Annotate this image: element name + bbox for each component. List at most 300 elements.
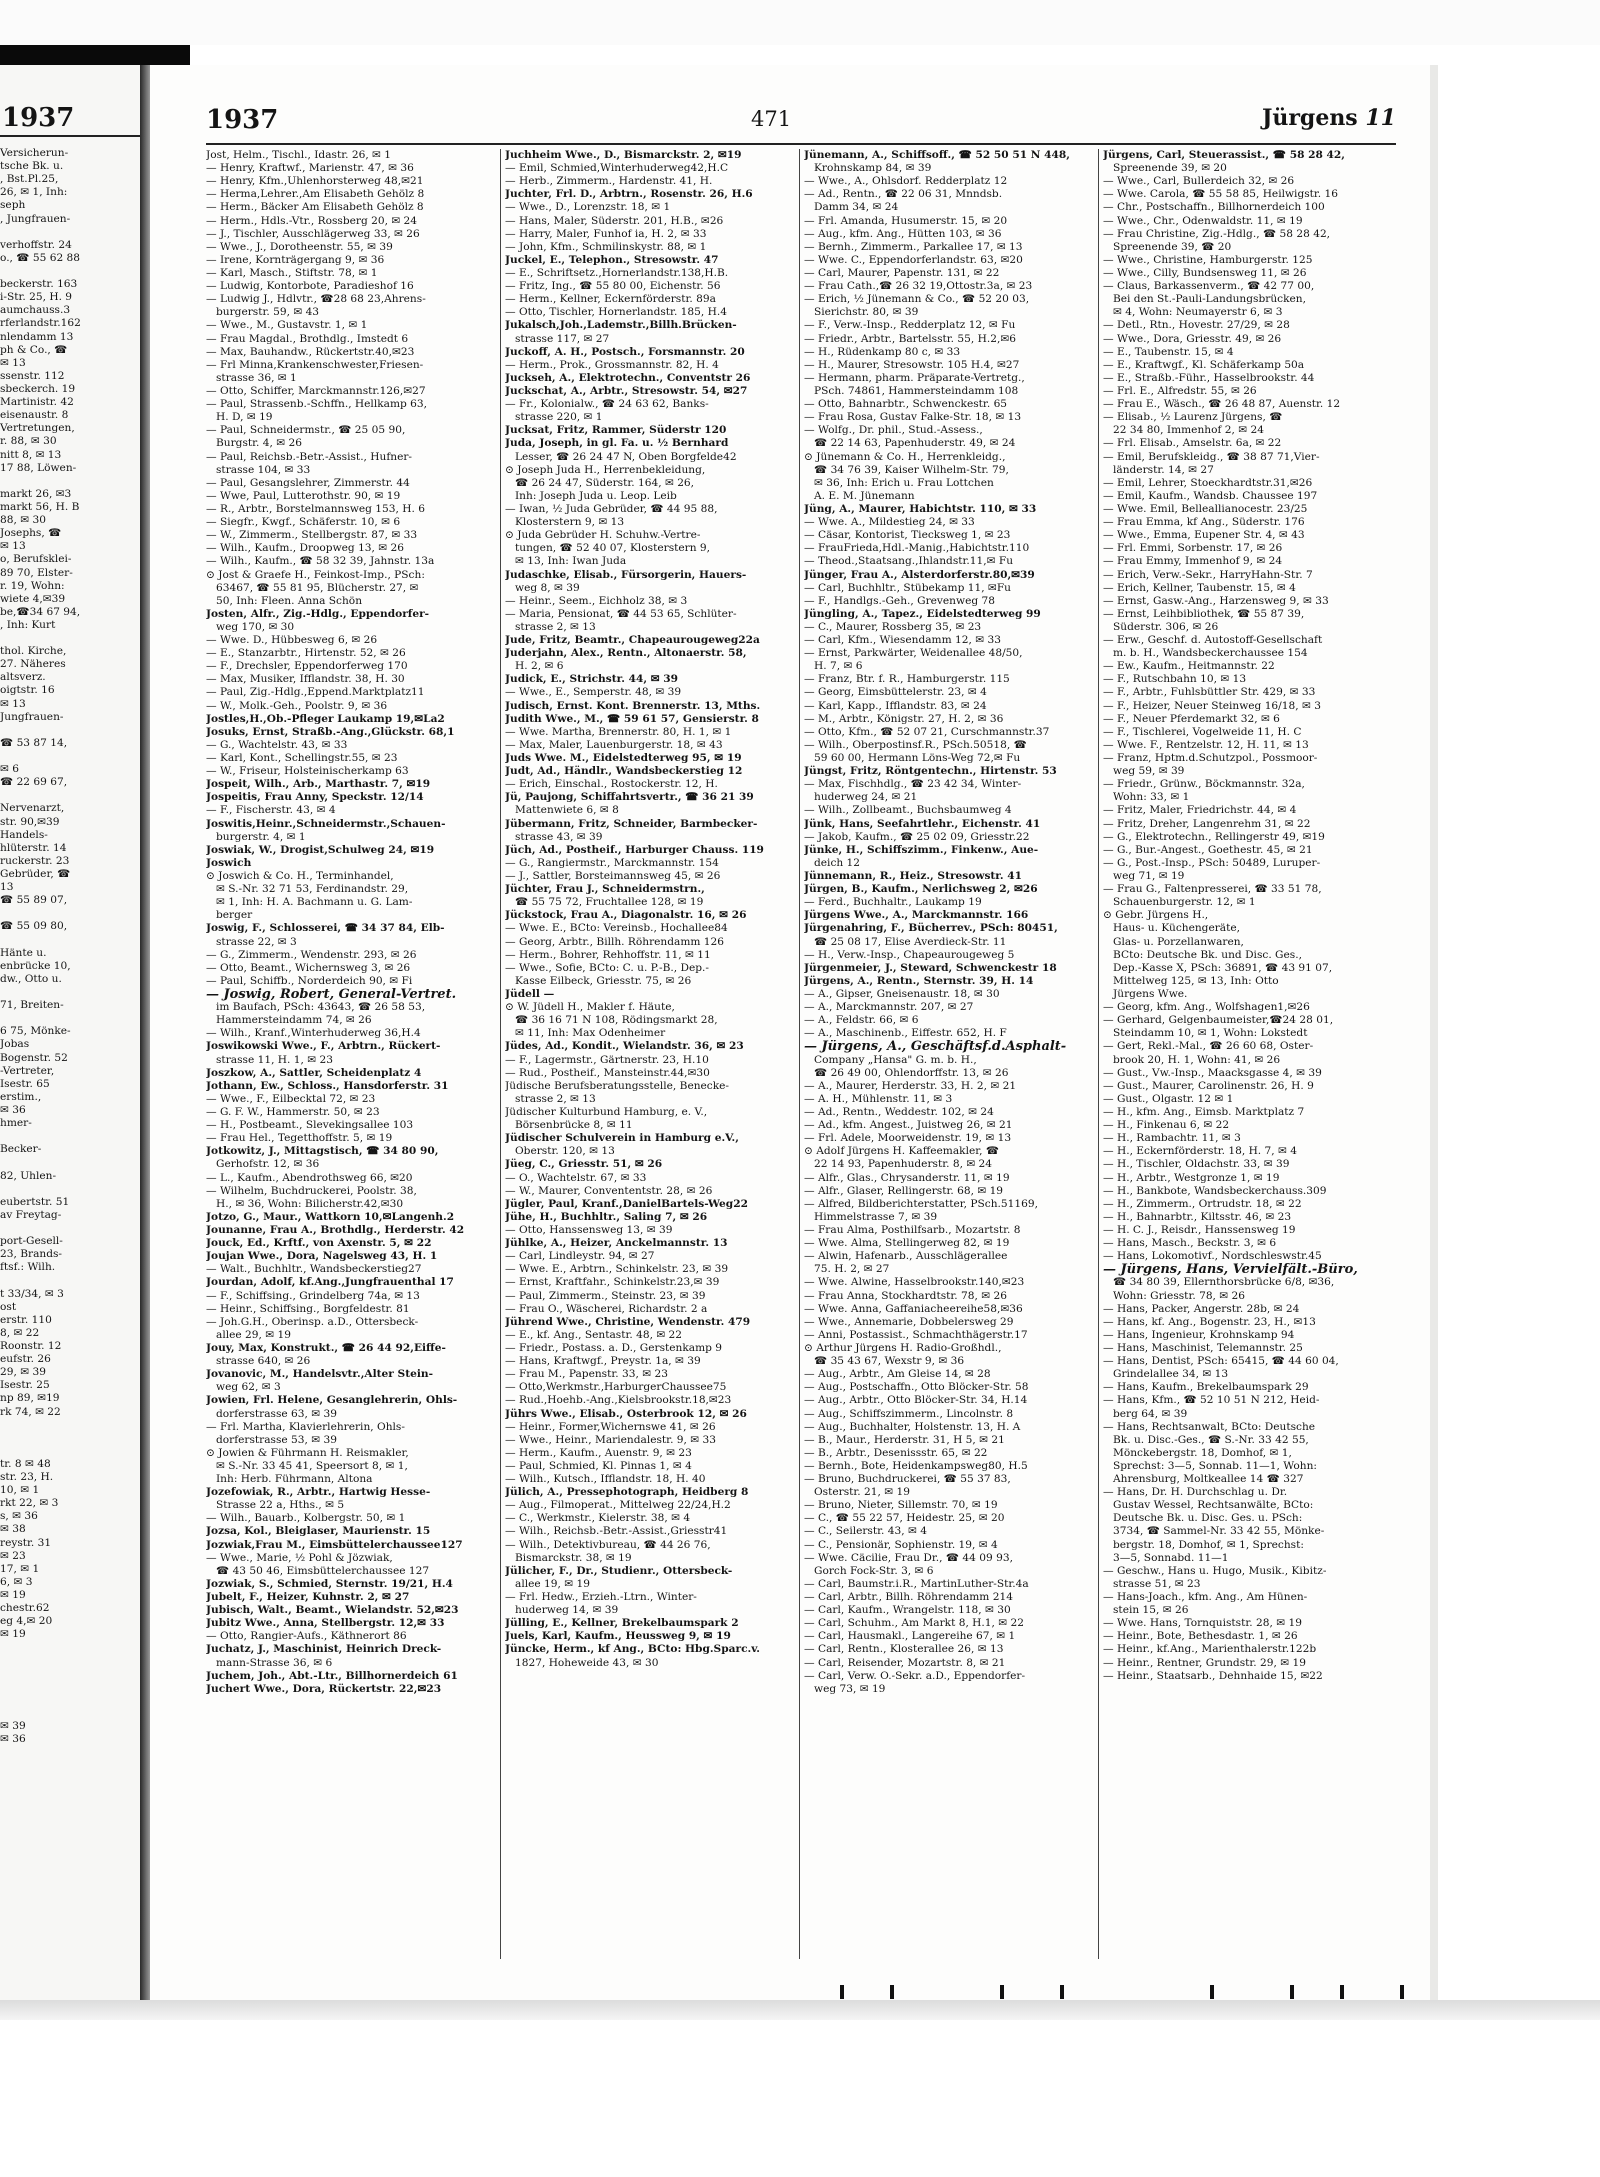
left-page-line: eubertstr. 51 <box>0 1195 70 1208</box>
directory-entry-line: ⊙ Jost & Graefe H., Feinkost-Imp., PSch: <box>206 568 425 581</box>
directory-entry-line: Sierichstr. 80, ✉ 39 <box>814 306 919 319</box>
directory-entry-line: — H., Finkenau 6, ✉ 22 <box>1103 1119 1230 1132</box>
directory-entry-line: Jowien, Frl. Helene, Gesanglehrerin, Ohls- <box>206 1394 458 1407</box>
directory-entry-line: Jourdan, Adolf, kf.Ang.,Jungfrauenthal 17 <box>206 1276 454 1289</box>
directory-entry-line: Jünnemann, R., Heiz., Stresowstr. 41 <box>804 870 1023 883</box>
directory-entry-line: — F., Fischerstr. 43, ✉ 4 <box>206 804 336 817</box>
directory-entry-line: — Wwe., Sofie, BCto: C. u. P.-B., Dep.- <box>505 961 709 974</box>
directory-entry-line: — Emil, Kaufm., Wandsb. Chaussee 197 <box>1103 489 1318 502</box>
directory-entry-line: strasse 51, ✉ 23 <box>1113 1577 1201 1590</box>
directory-entry-line: strasse 2, ✉ 13 <box>515 620 596 633</box>
directory-entry-line: — Iwan, ½ Juda Gebrüder, ☎ 44 95 88, <box>505 502 718 515</box>
directory-entry-line: allee 29, ✉ 19 <box>216 1328 291 1341</box>
directory-entry-line: — Wwe., Marie, ½ Pohl & Jözwiak, <box>206 1551 393 1564</box>
directory-entry-line: — H., Verw.-Insp., Chapeaurougeweg 5 <box>804 948 1015 961</box>
directory-entry-line: Gustav Wessel, Rechtsanwälte, BCto: <box>1113 1499 1314 1512</box>
directory-entry-line: Jubitz Wwe., Anna, Stellbergstr. 12,✉ 33 <box>206 1617 445 1630</box>
directory-entry-line: — Wwe. Emil, Belleallianocestr. 23/25 <box>1103 502 1308 515</box>
directory-entry-line: — B., Arbtr., Desenissstr. 65, ✉ 22 <box>804 1446 988 1459</box>
left-page-line: o., ☎ 55 62 88 <box>0 251 81 264</box>
directory-entry-line: — Heinr., kf.Ang., Marienthalerstr.122b <box>1103 1643 1317 1656</box>
directory-entry-line: — Gust., Maurer, Carolinenstr. 26, H. 9 <box>1103 1079 1314 1092</box>
left-page-line <box>0 1681 136 1694</box>
directory-entry-line: Jühlke, A., Heizer, Anckelmannstr. 13 <box>505 1237 728 1250</box>
directory-entry-line: — Gerhard, Gelgenbaumeister,☎24 28 01, <box>1103 1014 1334 1027</box>
left-page-line: , Inh: Kurt <box>0 618 56 631</box>
directory-entry-line: Jude, Fritz, Beamtr., Chapeaurougeweg22a <box>505 634 760 647</box>
directory-entry-line: H. 7, ✉ 6 <box>814 660 863 673</box>
directory-entry-line: Jüeg, C., Griesstr. 51, ✉ 26 <box>505 1158 663 1171</box>
directory-entry-line: — C., Werkmstr., Kielerstr. 38, ✉ 4 <box>505 1512 691 1525</box>
directory-entry-line: Jucksat, Fritz, Rammer, Süderstr 120 <box>505 424 727 437</box>
left-page-line: sbeckerch. 19 <box>0 382 76 395</box>
left-page-line: ftsf.: Wilh. <box>0 1261 56 1274</box>
directory-entry-line: ⊙ Jowien & Führmann H. Reismakler, <box>206 1446 409 1459</box>
directory-entry-line: — Frau Emma, kf Ang., Süderstr. 176 <box>1103 516 1305 529</box>
directory-entry-line: — Wwe. E., Arbtrn., Schinkelstr. 23, ✉ 39 <box>505 1263 729 1276</box>
directory-entry-line: Jüdell — <box>505 988 555 1000</box>
directory-entry-line: — Maria, Pensionat, ☎ 44 53 65, Schlüter- <box>505 607 737 620</box>
left-page-line: rk 74, ✉ 22 <box>0 1405 61 1418</box>
directory-entry-line: — Detl., Rtn., Hovestr. 27/29, ✉ 28 <box>1103 319 1290 332</box>
left-page-text <box>0 147 136 1746</box>
directory-entry-line: Mittelweg 125, ✉ 13, Inh: Otto <box>1113 974 1279 987</box>
directory-entry-line: Osterstr. 21, ✉ 19 <box>814 1486 910 1499</box>
directory-entry-line: — Hans-Joach., kfm. Ang., Am Hünen- <box>1103 1591 1308 1604</box>
directory-entry-line: — F., Rutschbahn 10, ✉ 13 <box>1103 673 1247 686</box>
directory-entry-line: — Hans, kf. Ang., Bogenstr. 23, H., ✉13 <box>1103 1315 1316 1328</box>
directory-entry-line: — Frau Alma, Posthilfsarb., Mozartstr. 8 <box>804 1223 1021 1236</box>
directory-entry-line: — G. F. W., Hammerstr. 50, ✉ 23 <box>206 1105 380 1118</box>
directory-entry-line: — Friedr., Arbtr., Bartelsstr. 55, H.2,✉6 <box>804 332 1016 345</box>
left-page-line: 23, Brands- <box>0 1248 63 1261</box>
left-page-line <box>0 1183 136 1196</box>
directory-entry-line: Jozwiak,Frau M., Eimsbüttelerchaussee127 <box>206 1538 463 1551</box>
directory-entry-line: Jülling, E., Kellner, Brekelbaumspark 2 <box>505 1617 739 1630</box>
directory-entry-line: Juchheim Wwe., D., Bismarckstr. 2, ✉19 <box>505 149 742 161</box>
directory-entry-line: weg 170, ✉ 30 <box>216 620 295 633</box>
directory-entry-line: — Hans, Kraftwgf., Preystr. 1a, ✉ 39 <box>505 1355 701 1368</box>
directory-entry-line: — J., Tischler, Ausschlägerweg 33, ✉ 26 <box>206 227 420 240</box>
directory-entry-line: Kasse Eilbeck, Griesstr. 75, ✉ 26 <box>515 974 692 987</box>
column-3 <box>804 149 1094 1989</box>
directory-entry-line: — Wwe., A., Ohlsdorf. Redderplatz 12 <box>804 175 1008 188</box>
left-page-line: Versicherun- <box>0 147 69 159</box>
directory-entry-line: dorferstrasse 53, ✉ 39 <box>216 1433 338 1446</box>
left-page-line <box>0 750 136 763</box>
left-page-line: 88, ✉ 30 <box>0 514 46 527</box>
directory-entry-line: — Hans, Lokomotivf., Nordschleswstr.45 <box>1103 1250 1322 1263</box>
directory-entry-line: Jozwiak, S., Schmied, Sternstr. 19/21, H.4 <box>206 1577 453 1590</box>
directory-entry-line: — Otto, Schiffer, Marckmannstr.126,✉27 <box>206 384 426 397</box>
directory-entry-line: — John, Kfm., Schmilinskystr. 88, ✉ 1 <box>505 240 707 253</box>
directory-entry-line: ☎ 55 75 72, Fruchtallee 128, ✉ 19 <box>515 896 704 909</box>
directory-entry-line: — Wilh., Kranf.,Winterhuderweg 36,H.4 <box>206 1027 421 1040</box>
directory-entry-line: 75. H. 2, ✉ 27 <box>814 1263 890 1276</box>
directory-entry-line: Jüch, Ad., Postheif., Harburger Chauss. 119 <box>505 843 764 856</box>
directory-entry-line: Joujan Wwe., Dora, Nagelsweg 43, H. 1 <box>206 1250 438 1263</box>
directory-entry-line: — Herm., Prok., Grossmannstr. 82, H. 4 <box>505 358 719 371</box>
column-2 <box>505 149 795 1989</box>
directory-entry-line: — Frl. Elisab., Amselstr. 6a, ✉ 22 <box>1103 437 1282 450</box>
directory-entry-line: — Claus, Barkassenverm., ☎ 42 77 00, <box>1103 280 1315 293</box>
directory-entry-line: — Wilh., Oberpostinsf.R., PSch.50518, ☎ <box>804 738 1027 751</box>
directory-entry-line: — Wwe. Martha, Brennerstr. 80, H. 1, ✉ 1 <box>505 725 732 738</box>
directory-entry-line: — Bernh., Bote, Heidenkampsweg80, H.5 <box>804 1459 1028 1472</box>
left-page-line: ✉ 36 <box>0 1103 26 1116</box>
left-page-line <box>0 1694 136 1707</box>
directory-entry-line: — Hans, Dentist, PSch: 65415, ☎ 44 60 04, <box>1103 1355 1339 1368</box>
directory-entry-line: Company „Hansa" G. m. b. H., <box>814 1053 977 1066</box>
directory-entry-line: weg 71, ✉ 19 <box>1113 870 1185 883</box>
left-page-line: ☎ 53 87 14, <box>0 736 68 749</box>
directory-entry-line: — Frl. Adele, Moorweidenstr. 19, ✉ 13 <box>804 1132 1012 1145</box>
directory-entry-line: Joszkow, A., Sattler, Scheidenplatz 4 <box>206 1066 422 1079</box>
directory-entry-line: Krohnskamp 84, ✉ 39 <box>814 162 932 175</box>
directory-entry-line: — Paul, Strassenb.-Schffn., Hellkamp 63, <box>206 398 427 411</box>
left-page-line: , Bst.Pl.25, <box>0 173 59 186</box>
left-page-line: 17, ✉ 1 <box>0 1562 40 1575</box>
directory-entry-line: Jostles,H.,Ob.-Pfleger Laukamp 19,✉La2 <box>206 712 445 725</box>
directory-entry-line: ☎ 25 08 17, Elise Averdieck-Str. 11 <box>814 935 1007 948</box>
directory-entry-line: — Carl, Hausmakl., Langereihe 67, ✉ 1 <box>804 1630 1016 1643</box>
directory-entry-line: — F., Arbtr., Fuhlsbüttler Str. 429, ✉ 33 <box>1103 686 1316 699</box>
directory-entry-line: Jouck, Ed., Krftf., von Axenstr. 5, ✉ 22 <box>206 1237 432 1250</box>
directory-entry-line: — Wwe., J., Dorotheenstr. 55, ✉ 39 <box>206 240 393 253</box>
directory-entry-line: Juckschat, A., Arbtr., Stresowstr. 54, ✉27 <box>505 384 748 397</box>
directory-entry-line: — Carl, Schuhm., Am Markt 8, H.1, ✉ 22 <box>804 1617 1024 1630</box>
directory-entry-line: — H., Rambachtr. 11, ✉ 3 <box>1103 1132 1241 1145</box>
directory-entry-line: — Hans, Kfm., ☎ 52 10 51 N 212, Heid- <box>1103 1394 1320 1407</box>
directory-entry-line: Jührs Wwe., Elisab., Osterbrook 12, ✉ 26 <box>505 1407 747 1420</box>
directory-entry-line: — H., Zimmerm., Ortrudstr. 18, ✉ 22 <box>1103 1197 1302 1210</box>
directory-entry-line: Jost, Helm., Tischl., Idastr. 26, ✉ 1 <box>206 149 392 161</box>
directory-entry-line: — B., Maur., Herderstr. 31, H 5, ✉ 21 <box>804 1433 1005 1446</box>
directory-entry-line: — Otto, Tischler, Hornerlandstr. 185, H.4 <box>505 306 727 319</box>
left-page-line <box>0 907 136 920</box>
directory-entry-line: — Frau Magdal., Brothdlg., Imstedt 6 <box>206 332 409 345</box>
directory-entry-line: — Wilhelm, Buchdruckerei, Poolstr. 38, <box>206 1184 417 1197</box>
directory-entry-line: — Wwe. Alma, Stellingerweg 82, ✉ 19 <box>804 1237 1010 1250</box>
directory-entry-line: — Walt., Buchhltr., Wandsbeckerstieg27 <box>206 1263 422 1276</box>
directory-entry-line: — Paul, Schneidermstr., ☎ 25 05 90, <box>206 424 406 437</box>
directory-entry-line: Jovanovic, M., Handelsvtr.,Alter Stein- <box>206 1368 433 1381</box>
directory-entry-line: — G., Zimmerm., Wendenstr. 293, ✉ 26 <box>206 948 417 961</box>
directory-entry-line: — Herm., Bäcker Am Elisabeth Gehölz 8 <box>206 201 424 214</box>
left-page-line: chestr.62 <box>0 1602 50 1615</box>
left-page-line: thol. Kirche, <box>0 645 67 658</box>
left-page-line <box>0 265 136 278</box>
directory-entry-line: — Georg, kfm. Ang., Wolfshagen1,✉26 <box>1103 1001 1310 1014</box>
directory-entry-line: — Frau Cath.,☎ 26 32 19,Ottostr.3a, ✉ 23 <box>804 280 1033 293</box>
directory-entry-line: — Frau Hel., Tegetthoffstr. 5, ✉ 19 <box>206 1132 393 1145</box>
directory-entry-line: — Herm., Kaufm., Auenstr. 9, ✉ 23 <box>505 1446 692 1459</box>
directory-entry-line: Joswig, F., Schlosserei, ☎ 34 37 84, Elb- <box>206 922 445 935</box>
directory-entry-line: Jürgens, Carl, Steuerassist., ☎ 58 28 42, <box>1103 149 1345 161</box>
directory-entry-line: strasse 104, ✉ 33 <box>216 463 311 476</box>
left-page-line: hmer- <box>0 1117 32 1130</box>
left-page-line: np 89, ✉19 <box>0 1392 60 1405</box>
directory-entry-line: ☎ 34 76 39, Kaiser Wilhelm-Str. 79, <box>814 463 1009 476</box>
directory-entry-line: Juderjahn, Alex., Rentn., Altonaerstr. 58, <box>505 647 747 660</box>
left-page-line: ✉ 39 <box>0 1720 26 1733</box>
left-page-line: enbrücke 10, <box>0 959 71 972</box>
left-page-line: beckerstr. 163 <box>0 278 78 291</box>
directory-entry-line: — Gust., Vw.-Insp., Maacksgasse 4, ✉ 39 <box>1103 1066 1322 1079</box>
directory-entry-line: — Wwe., Dora, Griesstr. 49, ✉ 26 <box>1103 332 1282 345</box>
directory-entry-line: Joswitis,Heinr.,Schneidermstr.,Schauen- <box>206 817 446 830</box>
directory-entry-line: — Irene, Kornträgergang 9, ✉ 36 <box>206 253 385 266</box>
directory-entry-line: Jürgens Wwe., A., Marckmannstr. 166 <box>804 909 1029 922</box>
directory-entry-line: — Wilh., Kaufm., ☎ 58 32 39, Jahnstr. 13a <box>206 555 435 568</box>
directory-entry-line: — Carl, Kaufm., Wrangelstr. 118, ✉ 30 <box>804 1604 1011 1617</box>
directory-entry-line: ⊙ Jünemann & Co. H., Herrenkleidg., <box>804 450 1006 463</box>
directory-entry-line: — Jürgens, Hans, Vervielfält.-Büro, <box>1103 1263 1358 1277</box>
left-page-line: s, ✉ 36 <box>0 1510 38 1523</box>
header-rule <box>206 143 1396 145</box>
left-page-line: be,☎34 67 94, <box>0 605 81 618</box>
directory-entry-line: — Frl. Hedw., Erzieh.-Ltrn., Winter- <box>505 1591 697 1604</box>
directory-entry-line: — Wilh., Bauarb., Kolbergstr. 50, ✉ 1 <box>206 1512 406 1525</box>
directory-entry-line: — Theod.,Staatsang.,Ihlandstr.11,✉ Fu <box>804 555 1014 568</box>
directory-entry-line: — Frl Minna,Krankenschwester,Friesen- <box>206 358 424 371</box>
directory-entry-line: stein 15, ✉ 26 <box>1113 1604 1189 1617</box>
directory-entry-line: — C., Seilerstr. 43, ✉ 4 <box>804 1525 927 1538</box>
directory-entry-line: — A., Feldstr. 66, ✉ 6 <box>804 1014 919 1027</box>
left-page-line: 6, ✉ 3 <box>0 1575 33 1588</box>
directory-entry-line: huderweg 24, ✉ 21 <box>814 791 918 804</box>
directory-entry-line: ☎ 22 14 63, Papenhuderstr. 49, ✉ 24 <box>814 437 1016 450</box>
left-page-line: Isestr. 25 <box>0 1379 50 1392</box>
directory-entry-line: 1827, Hoheweide 43, ✉ 30 <box>515 1656 659 1669</box>
left-page-line <box>0 789 136 802</box>
directory-entry-line: — F., Lagermstr., Gärtnerstr. 23, H.10 <box>505 1053 709 1066</box>
directory-entry-line: — Wwe., M., Gustavstr. 1, ✉ 1 <box>206 319 368 332</box>
left-page-line: Martinistr. 42 <box>0 396 74 409</box>
directory-entry-line: berger <box>216 909 253 922</box>
directory-entry-line: weg 59, ✉ 39 <box>1113 765 1185 778</box>
directory-entry-line: — Gert, Rekl.-Mal., ☎ 26 60 68, Oster- <box>1103 1040 1314 1053</box>
directory-entry-line: — Hans, Kaufm., Brekelbaumspark 29 <box>1103 1381 1309 1394</box>
directory-entry-line: — Frl. Martha, Klavierlehrerin, Ohls- <box>206 1420 405 1433</box>
directory-entry-line: — Henry, Kraftwf., Marienstr. 47, ✉ 36 <box>206 162 414 175</box>
directory-entry-line: — Paul, Reichsb.-Betr.-Assist., Hufner- <box>206 450 413 463</box>
directory-entry-line: huderweg 14, ✉ 39 <box>515 1604 619 1617</box>
directory-entry-line: — Aug., Buchhalter, Holstenstr. 13, H. A <box>804 1420 1021 1433</box>
directory-entry-line: — Siegfr., Kwgf., Schäferstr. 10, ✉ 6 <box>206 516 401 529</box>
directory-entry-line: — A. H., Mühlenstr. 11, ✉ 3 <box>804 1092 953 1105</box>
directory-entry-line: — G., Elektrotechn., Rellingerstr 49, ✉19 <box>1103 830 1325 843</box>
directory-entry-line: berg 64, ✉ 39 <box>1113 1407 1188 1420</box>
directory-entry-line: Juckoff, A. H., Postsch., Forsmannstr. 20 <box>505 345 745 358</box>
directory-entry-line: Hammersteindamm 74, ✉ 26 <box>216 1014 372 1027</box>
left-page-line: Nervenarzt, <box>0 802 65 815</box>
directory-entry-line: Judith Wwe., M., ☎ 59 61 57, Gensierstr. 8 <box>505 712 759 725</box>
directory-entry-line: 22 34 80, Immenhof 2, ✉ 24 <box>1113 424 1264 437</box>
directory-entry-line: — H., Rüdenkamp 80 c, ✉ 33 <box>804 345 961 358</box>
directory-entry-line: — Frl. Emmi, Sorbenstr. 17, ✉ 26 <box>1103 542 1283 555</box>
directory-entry-line: — Harry, Maler, Funhof ia, H. 2, ✉ 33 <box>505 227 707 240</box>
directory-entry-line: mann-Strasse 36, ✉ 6 <box>216 1656 333 1669</box>
directory-entry-line: — Wwe. Hans, Tornquiststr. 28, ✉ 19 <box>1103 1617 1302 1630</box>
directory-entry-line: — Jürgens, A., Geschäftsf.d.Asphalt- <box>804 1040 1067 1054</box>
directory-entry-line: — F., Handlgs.-Geh., Grevenweg 78 <box>804 594 995 607</box>
directory-entry-line: Bei den St.-Pauli-Landungsbrücken, <box>1113 293 1306 306</box>
directory-entry-line: — E., Stanzarbtr., Hirtenstr. 52, ✉ 26 <box>206 647 406 660</box>
left-page-line: eisenaustr. 8 <box>0 409 69 422</box>
directory-entry-line: — Georg, Arbtr., Billh. Röhrendamm 126 <box>505 935 725 948</box>
directory-entry-line: — F., Verw.-Insp., Redderplatz 12, ✉ Fu <box>804 319 1016 332</box>
directory-entry-line: — Wwe. E., BCto: Vereinsb., Hochallee84 <box>505 922 728 935</box>
directory-entry-line: Jubisch, Walt., Beamt., Wielandstr. 52,✉23 <box>206 1604 459 1617</box>
directory-entry-line: — Bruno, Buchdruckerei, ☎ 55 37 83, <box>804 1473 1011 1486</box>
directory-entry-line: ⊙ Juda Gebrüder H. Schuhw.-Vertre- <box>505 529 701 542</box>
directory-entry-line: Inh: Joseph Juda u. Leop. Leib <box>515 489 677 502</box>
left-page-line <box>0 475 136 488</box>
directory-entry-line: — W., Molk.-Geh., Poolstr. 9, ✉ 36 <box>206 699 388 712</box>
directory-entry-line: Grindelallee 34, ✉ 13 <box>1113 1368 1229 1381</box>
directory-entry-line: — Frau O., Wäscherei, Richardstr. 2 a <box>505 1302 708 1315</box>
directory-entry-line: — Erich, Einschal., Rostockerstr. 12, H. <box>505 778 718 791</box>
left-page-line: ☎ 55 89 07, <box>0 894 68 907</box>
left-page-line: 27. Näheres <box>0 658 66 671</box>
left-page-line <box>0 1707 136 1720</box>
directory-entry-line: — Fritz, Dreher, Langenrehm 31, ✉ 22 <box>1103 817 1311 830</box>
scan-margin-top <box>0 0 1600 45</box>
directory-entry-line: — Wwe. D., Hübbesweg 6, ✉ 26 <box>206 634 378 647</box>
directory-entry-line: — E., Taubenstr. 15, ✉ 4 <box>1103 345 1234 358</box>
directory-entry-line: — Hans, Packer, Angerstr. 28b, ✉ 24 <box>1103 1302 1300 1315</box>
directory-entry-line: Juchem, Joh., Abt.-Ltr., Billhornerdeich 61 <box>206 1669 458 1682</box>
directory-entry-line: Oberstr. 120, ✉ 13 <box>515 1145 615 1158</box>
directory-entry-line: Strasse 22 a, Hths., ✉ 5 <box>216 1499 345 1512</box>
directory-entry-line: Jüdische Berufsberatungsstelle, Benecke- <box>505 1079 730 1092</box>
directory-entry-line: Süderstr. 306, ✉ 26 <box>1113 620 1219 633</box>
directory-entry-line: — G., Wachtelstr. 43, ✉ 33 <box>206 738 348 751</box>
directory-entry-line: — Erw., Geschf. d. Autostoff-Gesellschaft <box>1103 634 1323 647</box>
directory-entry-line: — Carl, Lindleystr. 94, ✉ 27 <box>505 1250 655 1263</box>
directory-entry-line: A. E. M. Jünemann <box>814 489 915 502</box>
directory-entry-line: — Paul, Gesangslehrer, Zimmerstr. 44 <box>206 476 410 489</box>
directory-entry-line: Juchatz, J., Maschinist, Heinrich Dreck- <box>206 1643 442 1656</box>
directory-entry-line: — Aug., Arbtr., Am Gleise 14, ✉ 28 <box>804 1368 991 1381</box>
directory-entry-line: — Aug., Postschaffn., Otto Blöcker-Str. 58 <box>804 1381 1029 1394</box>
directory-entry-line: 3734, ☎ Sammel-Nr. 33 42 55, Mönke- <box>1113 1525 1325 1538</box>
directory-entry-line: burgerstr. 4, ✉ 1 <box>216 830 306 843</box>
directory-entry-line: — Herb., Zimmerm., Hardenstr. 41, H. <box>505 175 713 188</box>
directory-entry-line: — Henry, Kfm.,Uhlenhorsterweg 48,✉21 <box>206 175 424 188</box>
directory-entry-line: Jüngst, Fritz, Röntgentechn., Hirtenstr. 53 <box>804 765 1057 778</box>
directory-entry-line: — Carl, Kfm., Wiesendamm 12, ✉ 33 <box>804 634 1001 647</box>
directory-entry-line: dorferstrasse 63, ✉ 39 <box>216 1407 338 1420</box>
directory-entry-line: Jüdes, Ad., Kondit., Wielandstr. 36, ✉ 23 <box>505 1040 744 1053</box>
page-header <box>206 105 1396 137</box>
directory-entry-line: — F., Heizer, Neuer Steinweg 16/18, ✉ 3 <box>1103 699 1321 712</box>
directory-entry-line: Jospeit, Wilh., Arb., Marthastr. 7, ✉19 <box>206 778 431 791</box>
directory-entry-line: ⊙ Joseph Juda H., Herrenbekleidung, <box>505 463 706 476</box>
directory-entry-line: Schauenburgerstr. 12, ✉ 1 <box>1113 896 1256 909</box>
directory-entry-line: BCto: Deutsche Bk. und Disc. Ges., <box>1113 948 1302 961</box>
left-page-line: nitt 8, ✉ 13 <box>0 448 62 461</box>
directory-entry-line: ☎ 36 16 71 N 108, Rödingsmarkt 28, <box>515 1014 718 1027</box>
directory-entry-line: — Frau Christine, Zig.-Hdlg., ☎ 58 28 42, <box>1103 227 1331 240</box>
directory-entry-line: 3—5, Sonnabd. 11—1 <box>1113 1551 1229 1564</box>
directory-entry-line: — Wwe. C., Eppendorferlandstr. 63, ✉20 <box>804 253 1023 266</box>
directory-entry-line: Juds Wwe. M., Eidelstedterweg 95, ✉ 19 <box>505 752 742 765</box>
directory-entry-line: — Franz, Hptm.d.Schutzpol., Possmoor- <box>1103 752 1318 765</box>
directory-entry-line: — Emil, Schmied,Winterhuderweg42,H.C <box>505 162 729 175</box>
directory-entry-line: — E., Schriftsetz.,Hornerlandstr.138,H.B. <box>505 266 729 279</box>
directory-entry-line: — F., Schiffsing., Grindelberg 74a, ✉ 13 <box>206 1289 420 1302</box>
directory-entry-line: — Hans, Maschinist, Telemannstr. 25 <box>1103 1341 1303 1354</box>
directory-entry-line: — Cäsar, Kontorist, Tiecksweg 1, ✉ 23 <box>804 529 1011 542</box>
directory-entry-line: Juchter, Frl. D., Arbtrn., Rosenstr. 26, H.6 <box>505 188 753 201</box>
left-page-line: Gebrüder, ☎ <box>0 868 71 881</box>
directory-entry-line: — Elisab., ½ Laurenz Jürgens, ☎ <box>1103 411 1283 424</box>
directory-entry-line: PSch. 74861, Hammersteindamm 108 <box>814 384 1019 397</box>
directory-entry-line: ⊙ Adolf Jürgens H. Kaffeemakler, ☎ <box>804 1145 1000 1158</box>
directory-entry-line: 22 14 93, Papenhuderstr. 8, ✉ 24 <box>814 1158 993 1171</box>
directory-entry-line: Jüchter, Frau J., Schneidermstrn., <box>505 883 705 896</box>
directory-entry-line: — Wolfg., Dr. phil., Stud.-Assess., <box>804 424 983 437</box>
directory-entry-line: weg 73, ✉ 19 <box>814 1682 886 1695</box>
page-edge <box>1430 65 1438 2000</box>
left-page-line: 71, Breiten- <box>0 999 64 1012</box>
directory-entry-line: — J., Sattler, Borsteimannsweg 45, ✉ 26 <box>505 870 721 883</box>
directory-entry-line: — Heinr., Staatsarb., Dehnhaide 15, ✉22 <box>1103 1669 1323 1682</box>
left-page-line: erstim., <box>0 1090 42 1103</box>
left-page-line <box>0 1432 136 1445</box>
directory-entry-line: — Carl, Arbtr., Billh. Röhrendamm 214 <box>804 1591 1013 1604</box>
directory-entry-line: Lesser, ☎ 26 24 47 N, Oben Borgfelde42 <box>515 450 737 463</box>
directory-entry-line: Steindamm 10, ✉ 1, Wohn: Lokstedt <box>1113 1027 1308 1040</box>
left-page-line: 10, ✉ 1 <box>0 1484 40 1497</box>
left-page-line: ✉ 6 <box>0 763 19 776</box>
directory-entry-line: — Georg, Eimsbüttelerstr. 23, ✉ 4 <box>804 686 987 699</box>
directory-entry-line: — Hans, Dr. H. Durchschlag u. Dr. <box>1103 1486 1288 1499</box>
directory-entry-line: — Emil, Lehrer, Stoeckhardtstr.31,✉26 <box>1103 476 1313 489</box>
left-page-line <box>0 1012 136 1025</box>
directory-entry-line: Josuks, Ernst, Straßb.-Ang.,Glückstr. 68,1 <box>206 725 455 738</box>
directory-entry-line: Wohn: Griesstr. 78, ✉ 26 <box>1113 1289 1246 1302</box>
directory-entry-line: länderstr. 14, ✉ 27 <box>1113 463 1214 476</box>
directory-entry-line: — Max, Musiker, Ifflandstr. 38, H. 30 <box>206 673 405 686</box>
left-page-line: -Vertreter, <box>0 1064 55 1077</box>
directory-entry-line: ✉ S.-Nr. 33 45 41, Speersort 8, ✉ 1, <box>216 1459 408 1472</box>
directory-entry-line: — Ferd., Buchhaltr., Laukamp 19 <box>804 896 982 909</box>
directory-entry-line: weg 8, ✉ 39 <box>515 581 580 594</box>
directory-entry-line: Jührend Wwe., Christine, Wendenstr. 479 <box>505 1315 751 1328</box>
left-page-line: Josephs, ☎ <box>0 527 62 540</box>
directory-entry-line: — Alfr., Glaser, Rellingerstr. 68, ✉ 19 <box>804 1184 1004 1197</box>
directory-entry-line: Mattenwiete 6, ✉ 8 <box>515 804 619 817</box>
left-page-line: verhoffstr. 24 <box>0 238 72 251</box>
directory-entry-line: Jünemann, A., Schiffsoff., ☎ 52 50 51 N 448, <box>804 149 1070 161</box>
directory-entry-line: H. D, ✉ 19 <box>216 411 273 424</box>
directory-entry-line: — Rud., Postheif., Mansteinstr.44,✉30 <box>505 1066 710 1079</box>
directory-entry-line: — Hans, Rechtsanwalt, BCto: Deutsche <box>1103 1420 1316 1433</box>
directory-entry-line: brook 20, H. 1, Wohn: 41, ✉ 26 <box>1113 1053 1281 1066</box>
directory-entry-line: — Ew., Kaufm., Heitmannstr. 22 <box>1103 660 1275 673</box>
directory-entry-line: — Carl, Baumstr.i.R., MartinLuther-Str.4a <box>804 1577 1029 1590</box>
directory-entry-line: — C., ☎ 55 22 57, Heidestr. 25, ✉ 20 <box>804 1512 1005 1525</box>
column-divider <box>500 149 501 1959</box>
directory-entry-line: — Frau Emmy, Immenhof 9, ✉ 24 <box>1103 555 1283 568</box>
directory-entry-line: ⊙ Gebr. Jürgens H., <box>1103 909 1209 922</box>
directory-entry-line: Jürgenmeier, J., Steward, Schwenckestr 18 <box>804 961 1057 974</box>
left-page-line: wiete 4,✉39 <box>0 592 66 605</box>
directory-entry-line: — Ernst, Leihbibliothek, ☎ 55 87 39, <box>1103 607 1305 620</box>
